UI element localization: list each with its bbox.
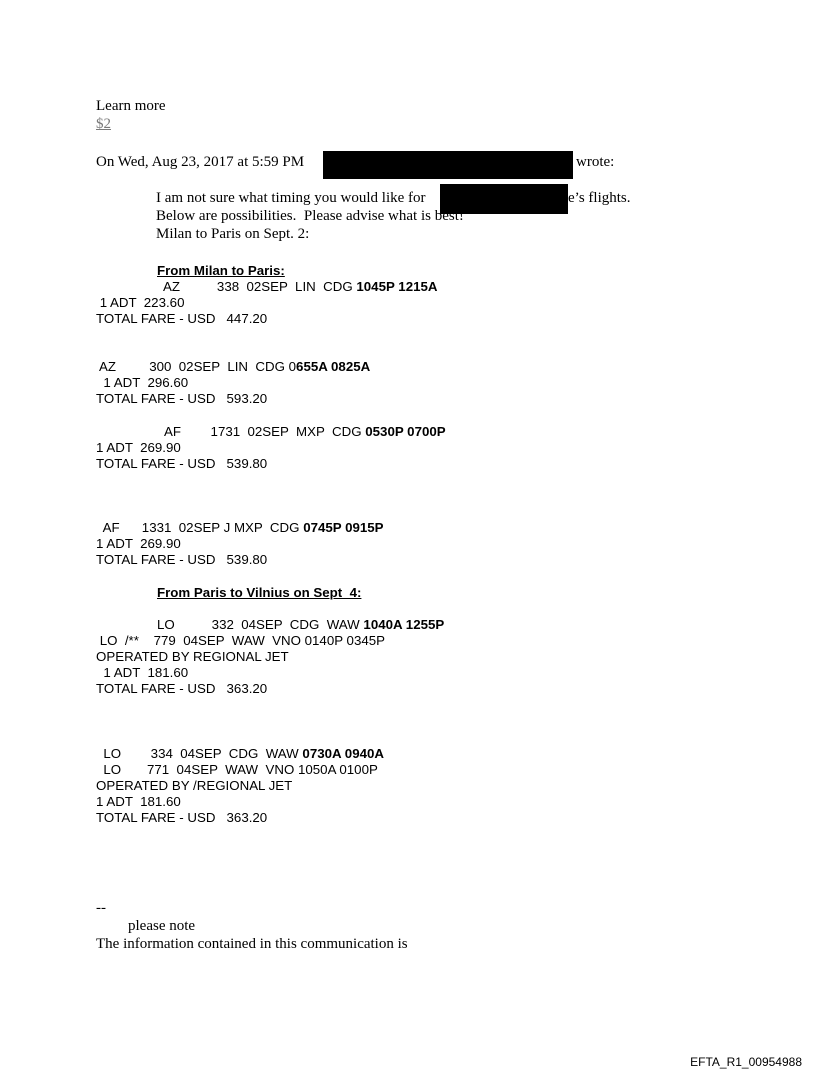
quote-line-1a: I am not sure what timing you would like for [156, 190, 426, 206]
total-fare: TOTAL FARE - USD 539.80 [96, 552, 268, 567]
adt-fare: 1 ADT 296.60 [96, 375, 189, 390]
total-fare: TOTAL FARE - USD 539.80 [96, 456, 268, 471]
signature-note: please note [128, 918, 196, 934]
amount-link[interactable]: $2 [96, 116, 111, 132]
total-fare: TOTAL FARE - USD 363.20 [96, 810, 268, 825]
flight-line: LO 334 04SEP CDG WAW 0730A 0940A [96, 746, 384, 761]
document-id: EFTA_R1_00954988 [690, 1055, 802, 1069]
adt-fare: 1 ADT 223.60 [96, 295, 185, 310]
redaction-block [323, 151, 573, 179]
section-heading-milan-paris: From Milan to Paris: [157, 263, 285, 278]
signature-separator: -- [96, 900, 106, 916]
learn-more-text: Learn more [96, 98, 166, 114]
quote-line-2: Below are possibilities. Please advise what is best! [156, 208, 464, 224]
flight-line: AZ 338 02SEP LIN CDG 1045P 1215A [163, 279, 438, 294]
adt-fare: 1 ADT 181.60 [96, 665, 189, 680]
quote-line-3: Milan to Paris on Sept. 2: [156, 226, 310, 242]
flight-line: AZ 300 02SEP LIN CDG 0655A 0825A [96, 359, 371, 374]
adt-fare: 1 ADT 181.60 [96, 794, 181, 809]
flight-line: LO 332 04SEP CDG WAW 1040A 1255P [157, 617, 445, 632]
quote-line-1b: e’s flights. [568, 190, 631, 206]
total-fare: TOTAL FARE - USD 447.20 [96, 311, 268, 326]
adt-fare: 1 ADT 269.90 [96, 536, 181, 551]
reply-header-suffix: wrote: [576, 154, 615, 170]
adt-fare: 1 ADT 269.90 [96, 440, 181, 455]
total-fare: TOTAL FARE - USD 363.20 [96, 681, 268, 696]
flight-leg-2: LO /** 779 04SEP WAW VNO 0140P 0345P [96, 633, 385, 648]
operated-by: OPERATED BY REGIONAL JET [96, 649, 289, 664]
flight-line: AF 1331 02SEP J MXP CDG 0745P 0915P [96, 520, 384, 535]
operated-by: OPERATED BY /REGIONAL JET [96, 778, 293, 793]
flight-leg-2: LO 771 04SEP WAW VNO 1050A 0100P [96, 762, 378, 777]
section-heading-paris-vilnius: From Paris to Vilnius on Sept 4: [157, 585, 362, 600]
total-fare: TOTAL FARE - USD 593.20 [96, 391, 268, 406]
flight-line: AF 1731 02SEP MXP CDG 0530P 0700P [164, 424, 446, 439]
signature-info: The information contained in this communication is [96, 936, 408, 952]
reply-header-prefix: On Wed, Aug 23, 2017 at 5:59 PM [96, 154, 305, 170]
